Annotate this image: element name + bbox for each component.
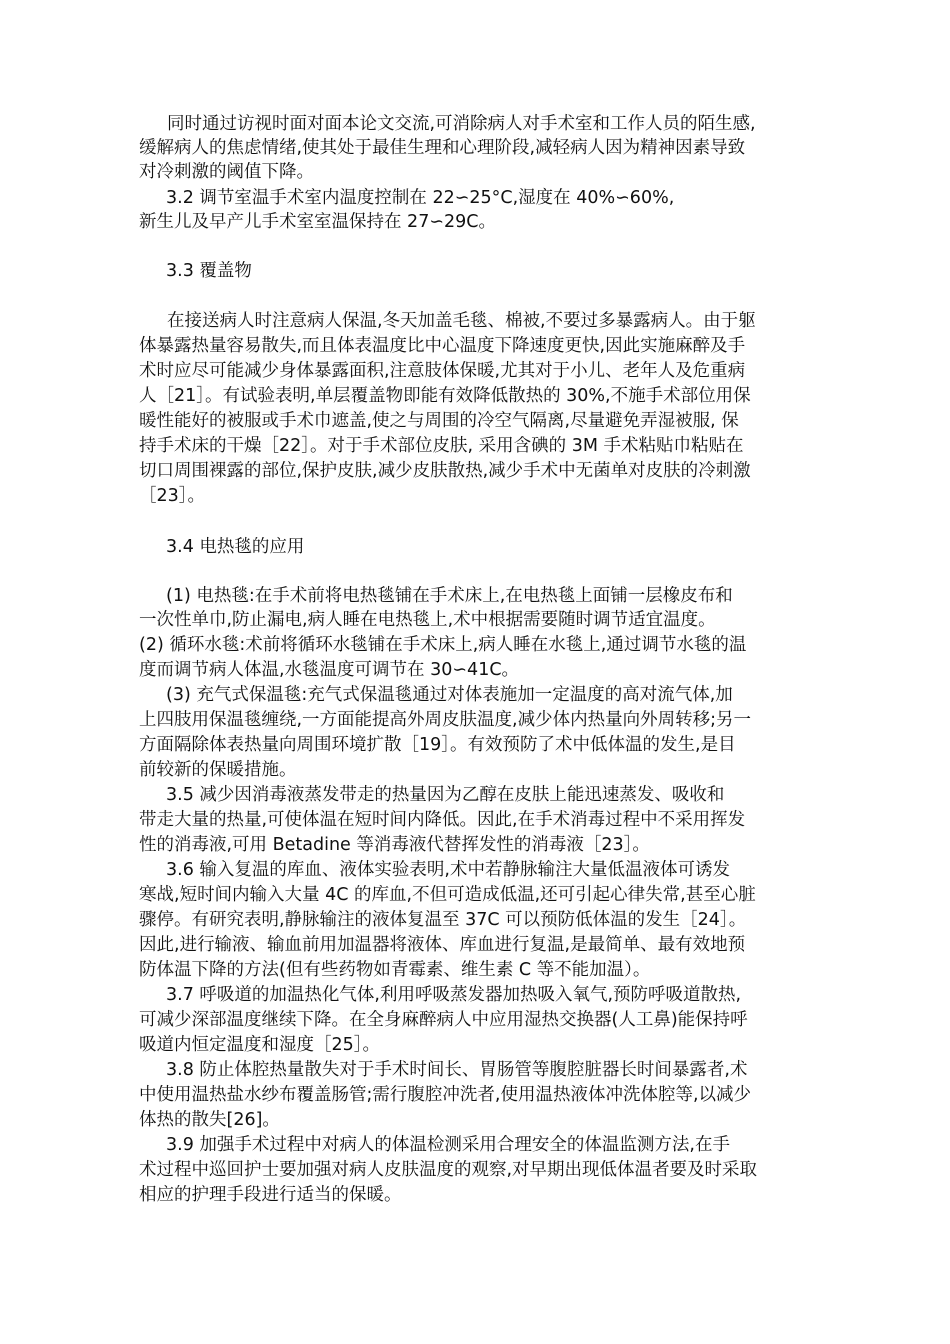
- paragraph-4-line-1: (1) 电热毯:在手术前将电热毯铺在手术床上,在电热毯上面铺一层橡皮布和: [166, 586, 733, 606]
- paragraph-4-line-6: 上四肢用保温毯缠绕,一方面能提高外周皮肤温度,减少体内热量向外周转移;另一: [139, 710, 752, 730]
- section-3-3-heading: 3.3 覆盖物: [166, 261, 252, 281]
- paragraph-1-line-3: 对冷刺激的阈值下降。: [139, 162, 314, 182]
- section-3-7-line-3: 吸道内恒定温度和湿度［25］。: [139, 1035, 381, 1055]
- section-3-6-line-2: 寒战,短时间内输入大量 4C 的库血,不但可造成低温,还可引起心律失常,甚至心脏: [139, 885, 756, 905]
- paragraph-4-line-5: (3) 充气式保温毯:充气式保温毯通过对体表施加一定温度的高对流气体,加: [166, 685, 733, 705]
- paragraph-3-line-7: 切口周围裸露的部位,保护皮肤,减少皮肤散热,减少手术中无菌单对皮肤的冷刺激: [139, 461, 751, 481]
- paragraph-4-line-7: 方面隔除体表热量向周围环境扩散［19］。有效预防了术中低体温的发生,是目: [139, 735, 736, 755]
- section-3-5-line-1: 3.5 减少因消毒液蒸发带走的热量因为乙醇在皮肤上能迅速蒸发、吸收和: [166, 785, 725, 805]
- paragraph-3-line-8: ［23］。: [139, 486, 206, 506]
- section-3-2-line-1: 3.2 调节室温手术室内温度控制在 22∽25°C,湿度在 40%∽60%,: [166, 188, 675, 208]
- paragraph-4-line-2: 一次性单巾,防止漏电,病人睡在电热毯上,术中根据需要随时调节适宜温度。: [139, 610, 716, 630]
- section-3-7-line-2: 可减少深部温度继续下降。在全身麻醉病人中应用湿热交换器(人工鼻)能保持呼: [139, 1010, 748, 1030]
- paragraph-1-line-2: 缓解病人的焦虑情绪,使其处于最佳生理和心理阶段,减轻病人因为精神因素导致: [139, 138, 746, 158]
- section-3-6-line-1: 3.6 输入复温的库血、液体实验表明,术中若静脉输注大量低温液体可诱发: [166, 860, 730, 880]
- section-3-5-line-2: 带走大量的热量,可使体温在短时间内降低。因此,在手术消毒过程中不采用挥发: [139, 810, 746, 830]
- section-3-9-line-2: 术过程中巡回护士要加强对病人皮肤温度的观察,对早期出现低体温者要及时采取: [139, 1160, 758, 1180]
- paragraph-3-line-2: 体暴露热量容易散失,而且体表温度比中心温度下降速度更快,因此实施麻醉及手: [139, 336, 746, 356]
- section-3-8-line-3: 体热的散失[26]。: [139, 1110, 280, 1130]
- section-3-6-line-4: 因此,进行输液、输血前用加温器将液体、库血进行复温,是最简单、最有效地预: [139, 935, 746, 955]
- section-3-8-line-1: 3.8 防止体腔热量散失对于手术时间长、胃肠管等腹腔脏器长时间暴露者,术: [166, 1060, 748, 1080]
- section-3-9-line-1: 3.9 加强手术过程中对病人的体温检测采用合理安全的体温监测方法,在手: [166, 1135, 730, 1155]
- section-3-2-line-2: 新生儿及早产儿手术室室温保持在 27∽29C。: [139, 212, 496, 232]
- paragraph-4-line-4: 度而调节病人体温,水毯温度可调节在 30∽41C。: [139, 660, 520, 680]
- section-3-4-heading: 3.4 电热毯的应用: [166, 537, 305, 557]
- paragraph-3-line-6: 持手术床的干燥［22］。对于手术部位皮肤, 采用含碘的 3M 手术粘贴巾粘贴在: [139, 436, 744, 456]
- section-3-5-line-3: 性的消毒液,可用 Betadine 等消毒液代替挥发性的消毒液［23］。: [139, 835, 650, 855]
- paragraph-1-line-1: 同时通过访视时面对面本论文交流,可消除病人对手术室和工作人员的陌生感,: [167, 114, 756, 134]
- paragraph-3-line-5: 暖性能好的被服或手术巾遮盖,使之与周围的冷空气隔离,尽量避免弄湿被服, 保: [139, 411, 739, 431]
- section-3-8-line-2: 中使用温热盐水纱布覆盖肠管;需行腹腔冲洗者,使用温热液体冲洗体腔等,以减少: [139, 1085, 752, 1105]
- paragraph-4-line-8: 前较新的保暖措施。: [139, 760, 297, 780]
- paragraph-3-line-1: 在接送病人时注意病人保温,冬天加盖毛毯、棉被,不要过多暴露病人。由于躯: [167, 311, 756, 331]
- paragraph-3-line-4: 人［21］。有试验表明,单层覆盖物即能有效降低散热的 30%,不施手术部位用保: [139, 386, 751, 406]
- section-3-7-line-1: 3.7 呼吸道的加温热化气体,利用呼吸蒸发器加热吸入氧气,预防呼吸道散热,: [166, 985, 742, 1005]
- section-3-9-line-3: 相应的护理手段进行适当的保暖。: [139, 1185, 402, 1205]
- paragraph-3-line-3: 术时应尽可能减少身体暴露面积,注意肢体保暖,尤其对于小儿、老年人及危重病: [139, 361, 746, 381]
- section-3-6-line-5: 防体温下降的方法(但有些药物如青霉素、维生素 C 等不能加温）。: [139, 960, 651, 980]
- paragraph-4-line-3: (2) 循环水毯:术前将循环水毯铺在手术床上,病人睡在水毯上,通过调节水毯的温: [139, 635, 747, 655]
- section-3-6-line-3: 骤停。有研究表明,静脉输注的液体复温至 37C 可以预防低体温的发生［24］。: [139, 910, 747, 930]
